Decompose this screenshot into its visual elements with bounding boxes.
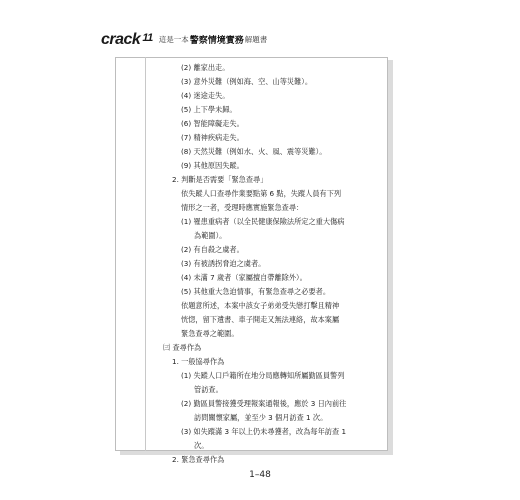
text-line: (2) 有自殺之虞者。 [181,245,244,254]
text-line: (1) 失蹤人口戶籍所在地分局應轉知所屬勤區員警列 [181,371,345,380]
text-line: (6) 智能障礙走失。 [181,119,244,128]
text-line: 次。 [194,441,209,450]
left-column-rule [145,57,146,451]
text-line: (3) 有被誘拐脅迫之虞者。 [181,259,266,268]
page-shadow-bottom [120,451,393,455]
page-number: 1–48 [249,470,271,480]
header-subtitle-suffix: 解題書 [244,34,268,44]
text-line: ㈢ 查尋作為 [163,343,202,352]
text-line: (7) 精神疾病走失。 [181,133,244,142]
text-line: (2) 勤區員警接獲受理報案通報後，應於 3 日內前往 [181,399,347,408]
text-line: (4) 未滿 7 歲者（家屬擅自帶離除外）。 [181,273,307,282]
text-line: (5) 上下學未歸。 [181,105,237,114]
document-page [115,57,388,451]
text-line: (8) 天然災難（例如水、火、風、震等災難）。 [181,147,327,156]
text-line: 為範圍）。 [194,231,227,240]
text-line: (9) 其他原因失蹤。 [181,161,244,170]
text-line: 2. 判斷是否需要「緊急查尋」 [172,175,268,184]
crack-logo: crack 11 [101,31,153,48]
logo-mark: 11 [142,32,153,44]
text-line: (4) 迷途走失。 [181,91,230,100]
text-line: 依題意所述，本案中該女子弟弟受失戀打擊且精神 [181,301,340,310]
text-line: 情形之一者，受理時應實施緊急查尋： [181,203,304,212]
text-line: 1. 一般協尋作為 [172,357,225,366]
text-line: 訪問關懷家屬，並至少 3 個月訪查 1 次。 [194,413,328,422]
text-line: (1) 罹患重病者（以全民健康保險法所定之重大傷病 [181,217,345,226]
text-line: (2) 離家出走。 [181,63,230,72]
text-line: 2. 緊急查尋作為 [172,455,225,464]
page-shadow-right [388,60,393,454]
header-subtitle-main: 警察情境實務 [189,35,244,46]
header-subtitle-prefix: 這是一本 [158,34,189,44]
text-line: 恍惚，留下遺書、車子開走又無法連絡，故本案屬 [181,315,340,324]
text-line: (3) 如失蹤滿 3 年以上仍未尋獲者，改為每年訪查 1 [181,427,347,436]
book-header [101,30,267,48]
text-line: 依失蹤人口查尋作業要點第 6 點，失蹤人員有下列 [181,189,342,198]
text-line: 管訪查。 [194,385,223,394]
text-line: 緊急查尋之範圍。 [181,329,239,338]
text-line: (3) 意外災難（例如海、空、山等災難）。 [181,77,313,86]
text-line: (5) 其他重大急迫情事，有緊急查尋之必要者。 [181,287,331,296]
